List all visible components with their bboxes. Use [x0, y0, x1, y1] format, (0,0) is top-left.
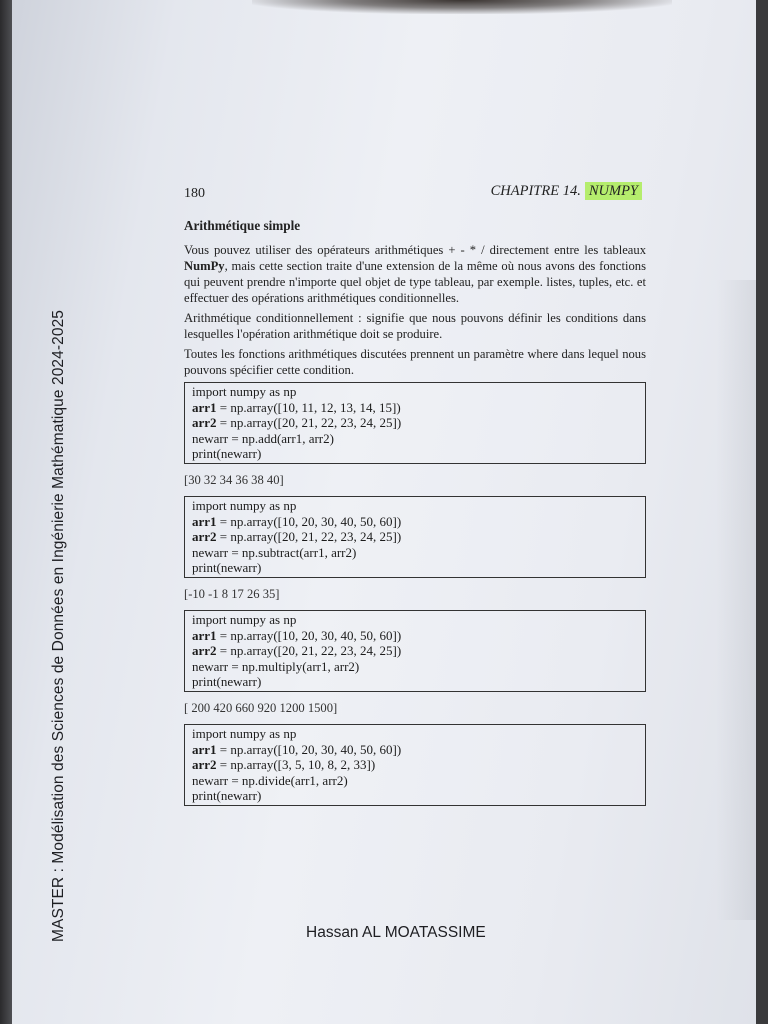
page-bleed-through — [716, 280, 756, 920]
code-output: [ 200 420 660 920 1200 1500] — [184, 700, 338, 715]
code-expr: = np.array([10, 20, 30, 40, 50, 60]) — [216, 741, 402, 757]
code-var: arr2 — [192, 529, 217, 545]
code-line — [192, 400, 645, 416]
code-block-multiply — [184, 610, 646, 692]
code-block-add — [184, 382, 646, 464]
code-line: import numpy as np — [192, 384, 297, 399]
code-var: arr2 — [192, 643, 217, 659]
paragraph-intro — [184, 242, 646, 306]
paragraph-intro-text-a: Vous pouvez utiliser des opérateurs arithmétiques + - * / directement entre les tableaux — [184, 243, 646, 257]
code-line — [192, 757, 645, 773]
code-expr: = np.array([20, 21, 22, 23, 24, 25]) — [216, 415, 402, 431]
top-shadow — [252, 0, 672, 14]
code-output: [-10 -1 8 17 26 35] — [184, 586, 280, 601]
code-line — [192, 742, 645, 758]
code-expr: = np.array([20, 21, 22, 23, 24, 25]) — [216, 643, 402, 659]
code-var: arr1 — [192, 399, 217, 415]
document-page — [12, 0, 756, 1024]
paragraph-conditional: Arithmétique conditionnellement : signifie que nous pouvons définir les conditions dans lesquelles l'opération arithmétique doit se produire. — [184, 311, 646, 341]
code-line: newarr = np.subtract(arr1, arr2) — [192, 544, 357, 560]
code-var: arr1 — [192, 627, 217, 643]
code-line: import numpy as np — [192, 497, 297, 513]
code-line: newarr = np.multiply(arr1, arr2) — [192, 658, 360, 674]
side-margin-text: MASTER : Modélisation des Sciences de Données en Ingénierie Mathématique 2024-2025 — [50, 309, 67, 942]
page-number: 180 — [184, 186, 205, 201]
chapter-prefix: CHAPITRE 14. — [490, 183, 581, 199]
code-block-subtract — [184, 496, 646, 578]
code-line — [192, 514, 645, 530]
code-line: print(newarr) — [192, 674, 262, 690]
code-expr: = np.array([10, 20, 30, 40, 50, 60]) — [216, 627, 402, 643]
code-expr: = np.array([3, 5, 10, 8, 2, 33]) — [216, 757, 376, 773]
code-line — [192, 628, 645, 644]
code-block-divide — [184, 724, 646, 806]
code-expr: = np.array([20, 21, 22, 23, 24, 25]) — [216, 529, 402, 545]
chapter-highlight: NUMPY — [585, 182, 642, 200]
code-line — [192, 529, 645, 545]
code-line: import numpy as np — [192, 725, 297, 741]
page-content — [184, 218, 646, 806]
code-output: [30 32 34 36 38 40] — [184, 472, 284, 487]
code-line: import numpy as np — [192, 611, 297, 627]
code-expr: = np.array([10, 11, 12, 13, 14, 15]) — [216, 399, 401, 415]
code-line — [192, 415, 645, 431]
code-line: print(newarr) — [192, 560, 262, 576]
paragraph-intro-bold: NumPy — [184, 259, 225, 273]
code-line: print(newarr) — [192, 446, 262, 462]
chapter-header — [491, 183, 642, 200]
code-line: print(newarr) — [192, 788, 262, 804]
code-var: arr2 — [192, 757, 217, 773]
code-expr: = np.array([10, 20, 30, 40, 50, 60]) — [216, 513, 402, 529]
code-var: arr1 — [192, 513, 217, 529]
section-title: Arithmétique simple — [184, 218, 301, 233]
paragraph-intro-text-b: , mais cette section traite d'une extension de la même où nous avons des fonctions qui peuvent prendre n'importe quel objet de type tableau, par exemple. listes, tuples, etc. et effectuer des opérations arithmétiques conditionnelles. — [184, 259, 646, 305]
code-var: arr2 — [192, 415, 217, 431]
code-line: newarr = np.add(arr1, arr2) — [192, 430, 334, 446]
code-var: arr1 — [192, 741, 217, 757]
paragraph-where: Toutes les fonctions arithmétiques discutées prennent un paramètre where dans lequel nous pouvons spécifier cette condition. — [184, 347, 646, 377]
code-line — [192, 643, 645, 659]
author-footer: Hassan AL MOATASSIME — [306, 924, 486, 941]
code-line: newarr = np.divide(arr1, arr2) — [192, 772, 348, 788]
